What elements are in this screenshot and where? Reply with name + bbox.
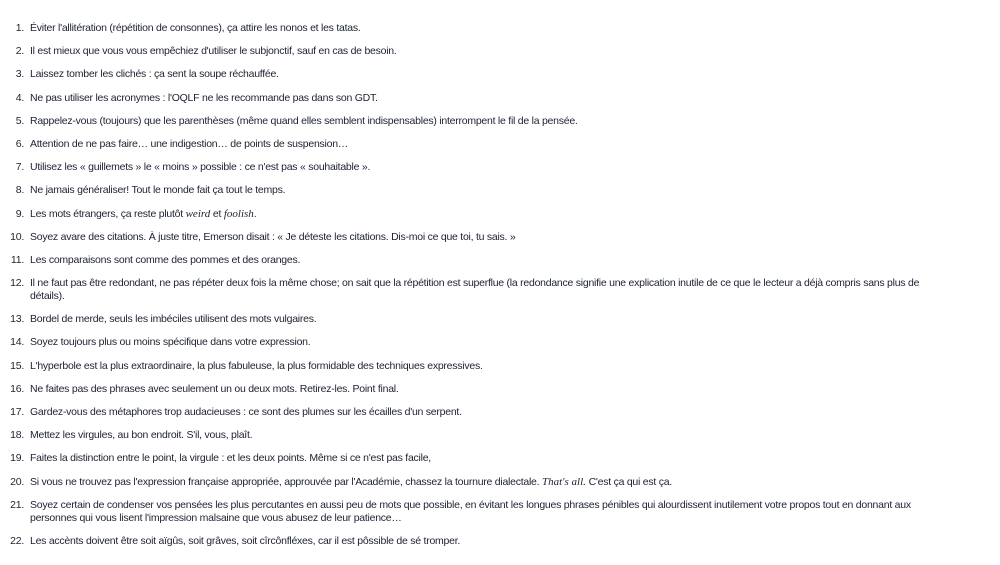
list-item	[0, 429, 1000, 442]
list-item	[0, 336, 1000, 349]
item-text: Les mots étrangers, ça reste plutôt weird et foolish.	[30, 207, 257, 220]
list-item	[0, 499, 1000, 525]
item-text: Laissez tomber les clichés : ça sent la soupe réchauffée.	[30, 68, 279, 81]
italic-phrase: That's all.	[541, 475, 586, 488]
item-number: 17.	[10, 406, 24, 418]
item-text: Les comparaisons sont comme des pommes et des oranges.	[30, 253, 301, 266]
item-text: Ne faites pas des phrases avec seulement un ou deux mots. Retirez-les. Point final.	[30, 382, 399, 395]
list-item	[0, 92, 1000, 105]
item-number: 13.	[10, 313, 24, 326]
item-number: 10.	[10, 230, 24, 243]
italic-word: foolish	[223, 207, 254, 220]
item-number: 5.	[15, 114, 24, 127]
list-item	[0, 231, 1000, 244]
item-number: 12.	[10, 277, 24, 290]
item-text: Éviter l'allitération (répétition de consonnes), ça attire les nonos et les tatas.	[30, 22, 361, 34]
item-text: Faites la distinction entre le point, la virgule : et les deux points. Même si ce n'est pas facile,	[30, 452, 431, 465]
list-item	[0, 161, 1000, 174]
item-text: Il est mieux que vous vous empêchiez d'utiliser le subjonctif, sauf en cas de besoin.	[30, 45, 397, 58]
item-text: Ne pas utiliser les acronymes : l'OQLF ne les recommande pas dans son GDT.	[30, 91, 378, 104]
list-item	[0, 45, 1000, 58]
list-item	[0, 184, 1000, 197]
item-text: Si vous ne trouvez pas l'expression française appropriée, approuvée par l'Académie, chassez la tournure dialectale. That's all. C'est ça qui est ça.	[30, 475, 672, 488]
list-item	[0, 22, 1000, 35]
list-item	[0, 277, 1000, 303]
item-text: Bordel de merde, seuls les imbéciles utilisent des mots vulgaires.	[30, 313, 317, 326]
list-item	[0, 476, 1000, 489]
list-item	[0, 115, 1000, 128]
item-text: L'hyperbole est la plus extraordinaire, la plus fabuleuse, la plus formidable des techniques expressives.	[30, 359, 483, 372]
list-item	[0, 138, 1000, 151]
item-text: Utilisez les « guillemets » le « moins » possible : ce n'est pas « souhaitable ».	[30, 161, 371, 174]
list-item	[0, 383, 1000, 396]
item-number: 22.	[10, 534, 24, 547]
list-item	[0, 406, 1000, 419]
item-number: 14.	[10, 336, 24, 349]
item-text: Attention de ne pas faire… une indigestion… de points de suspension…	[30, 137, 349, 150]
list-item	[0, 254, 1000, 267]
item-text: Les accènts doivent être soit aïgûs, soit grâves, soit cîrcônfléxes, car il est pôssible de sé tromper.	[30, 534, 461, 547]
list-item	[0, 535, 1000, 548]
list-item	[0, 68, 1000, 81]
item-number: 4.	[15, 91, 24, 104]
italic-word: weird	[185, 207, 211, 220]
item-number: 6.	[15, 137, 24, 150]
item-text: Soyez toujours plus ou moins spécifique dans votre expression.	[30, 336, 311, 349]
item-number: 2.	[15, 45, 24, 58]
list-item	[0, 452, 1000, 465]
writing-rules-list	[0, 22, 1000, 558]
item-number: 15.	[10, 359, 24, 372]
item-number: 11.	[10, 253, 24, 266]
item-text: Il ne faut pas être redondant, ne pas répéter deux fois la même chose; on sait que la répétition est superflue (la redondance signifie une explication inutile de ce que le lecteur a déjà compris sans plus de détails).	[30, 277, 920, 303]
item-number: 8.	[15, 184, 24, 197]
item-number: 7.	[15, 161, 24, 174]
list-item	[0, 360, 1000, 373]
item-number: 1.	[15, 22, 24, 34]
item-text: Mettez les virgules, au bon endroit. S'il, vous, plaît.	[30, 429, 253, 442]
list-item	[0, 208, 1000, 221]
item-text: Ne jamais généraliser! Tout le monde fait ça tout le temps.	[30, 184, 286, 197]
item-text: Rappelez-vous (toujours) que les parenthèses (même quand elles semblent indispensables) interrompent le fil de la pensée.	[30, 114, 578, 127]
item-number: 21.	[10, 498, 24, 511]
item-number: 19.	[10, 452, 24, 465]
item-text: Soyez avare des citations. À juste titre, Emerson disait : « Je déteste les citations. Dis-moi ce que toi, tu sais. »	[30, 230, 516, 243]
list-item	[0, 313, 1000, 326]
item-number: 9.	[15, 207, 24, 220]
item-number: 18.	[10, 429, 24, 442]
item-number: 16.	[10, 382, 24, 395]
item-text: Soyez certain de condenser vos pensées les plus percutantes en aussi peu de mots que possible, en évitant les longues phrases pénibles qui alourdissent inutilement votre propos tout en donnant aux personnes qui vous lisent l'impression malsaine que vous abusez de leur patience…	[30, 498, 911, 524]
item-number: 20.	[10, 475, 24, 488]
item-text: Gardez-vous des métaphores trop audacieuses : ce sont des plumes sur les écailles d'un serpent.	[30, 406, 462, 418]
item-number: 3.	[15, 68, 24, 81]
